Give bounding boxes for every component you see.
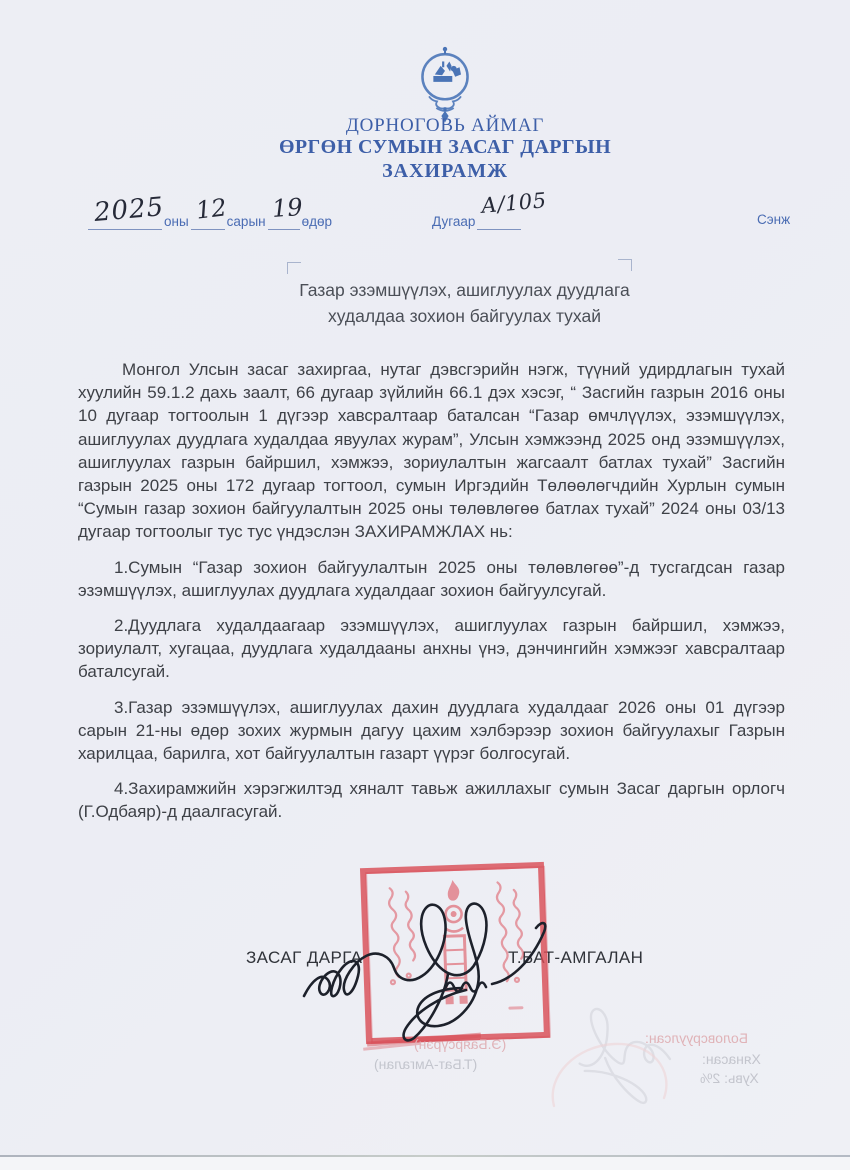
mongolia-state-emblem-icon — [405, 44, 485, 124]
bleed-drafter-name: (Э.Баярсүрэн) — [414, 1036, 507, 1052]
title-corner-bracket-left — [287, 262, 301, 274]
soum-governor-line: ӨРГӨН СУМЫН ЗАСАГ ДАРГЫН — [278, 136, 612, 158]
decree-title — [292, 277, 637, 329]
decree-body — [78, 358, 785, 836]
title-corner-bracket-right — [618, 259, 632, 271]
decree-title-line2: худалдаа зохион байгуулах тухай — [328, 306, 601, 326]
signer-name: Т.БАТ-АМГАЛАН — [508, 948, 644, 967]
decree-item-2: 2.Дуудлага худалдаагаар эзэмшүүлэх, ашиглуулах газрын байршил, хэмжээ, зориулалт, хугацаа, дуудлага худалдааны анхны үнэ, дэнчингийн хэмжээг хавсралтаар баталсугай. — [78, 616, 785, 682]
year-label: оны — [164, 214, 189, 229]
bleed-copies-label: Хувь: 2% — [700, 1070, 759, 1086]
scanner-background — [0, 1157, 850, 1170]
number-blank — [477, 188, 548, 230]
decree-title-line1: Газар эзэмшүүлэх, ашиглуулах дуудлага — [299, 280, 630, 300]
month-label: сарын — [226, 214, 266, 229]
decree-item-3: 3.Газар эзэмшүүлэх, ашиглуулах дахин дуудлага худалдааг 2026 оны 01 дүгээр сарын 21-ны өдөр зохих журмын дагуу цахим хэлбэрээр зохион байгуулахыг Газрын харилцаа, барилга, хот байгуулалтын газарт үүрэг болгосугай. — [78, 697, 785, 764]
document-number — [430, 188, 548, 230]
signer-role: ЗАСАГ ДАРГА — [246, 948, 363, 967]
decree-item-1: 1.Сумын “Газар зохион байгуулалтын 2025 оны төлөвлөгөө”-д тусгагдсан газар эзэмшүүлэх, ашиглуулах дуудлага худалдааг зохион байгуулсугай. — [78, 557, 785, 600]
bleed-drafted-label: Боловсруулсан: — [645, 1030, 748, 1046]
document-type-title: ЗАХИРАМЖ — [382, 160, 508, 182]
handwritten-day: 19 — [270, 192, 304, 224]
day-blank — [268, 192, 304, 230]
date-line — [88, 191, 334, 230]
handwritten-year: 2025 — [92, 191, 166, 229]
decree-item-4: 4.Захирамжийн хэрэгжилтэд хяналт тавьж ажиллахыг сумын Засаг даргын орлогч (Г.Одбаяр)-д даалгасугай. — [78, 779, 785, 822]
day-label: өдөр — [301, 214, 333, 229]
bleed-ghost-stamp-ring-icon — [536, 1028, 676, 1133]
senj-label: Сэнж — [757, 212, 791, 227]
aimag-name: ДОРНОГОВЬ АЙМАГ — [345, 115, 545, 136]
number-label: Дугаар — [432, 214, 476, 229]
month-blank — [191, 193, 228, 230]
preamble-paragraph: Монгол Улсын засаг захиргаа, нутаг дэвсгэрийн нэгж, түүний удирдлагын тухай хуулийн 59.1.2 дахь заалт, 66 дугаар зүйлийн 66.1 дэх хэсэг, “ Засгийн газрын 2016 оны 10 дугаар тогтоолын 1 дүгээр хавсралтаар баталсан “Газар өмчлүүлэх, эзэмшүүлэх, ашиглуулах дуудлага худалдаа явуулах журам”, Улсын хэмжээнд 2025 онд эзэмшүүлэх, ашиглуулах газрын байршил, хэмжээ, зориулалтын жагсаалт батлах тухай” Засгийн газрын 2025 оны 172 дугаар тогтоол, сумын Иргэдийн Төлөөлөгчдийн Хурлын сумын “Сумын газар зохион байгуулалтын 2025 оны төлөвлөгөө батлах тухай” 2024 оны 03/13 дугаар тогтоолыг тус тус үндэслэн ЗАХИРАМЖЛАХ нь: — [78, 360, 785, 542]
year-blank — [88, 191, 166, 230]
handwritten-month: 12 — [194, 193, 228, 225]
bleed-reviewed-label: Хянасан: — [702, 1051, 761, 1067]
handwritten-number: А/105 — [480, 188, 548, 218]
bleed-reviewer-name: (Т.Бат-Амгалан) — [374, 1056, 478, 1072]
